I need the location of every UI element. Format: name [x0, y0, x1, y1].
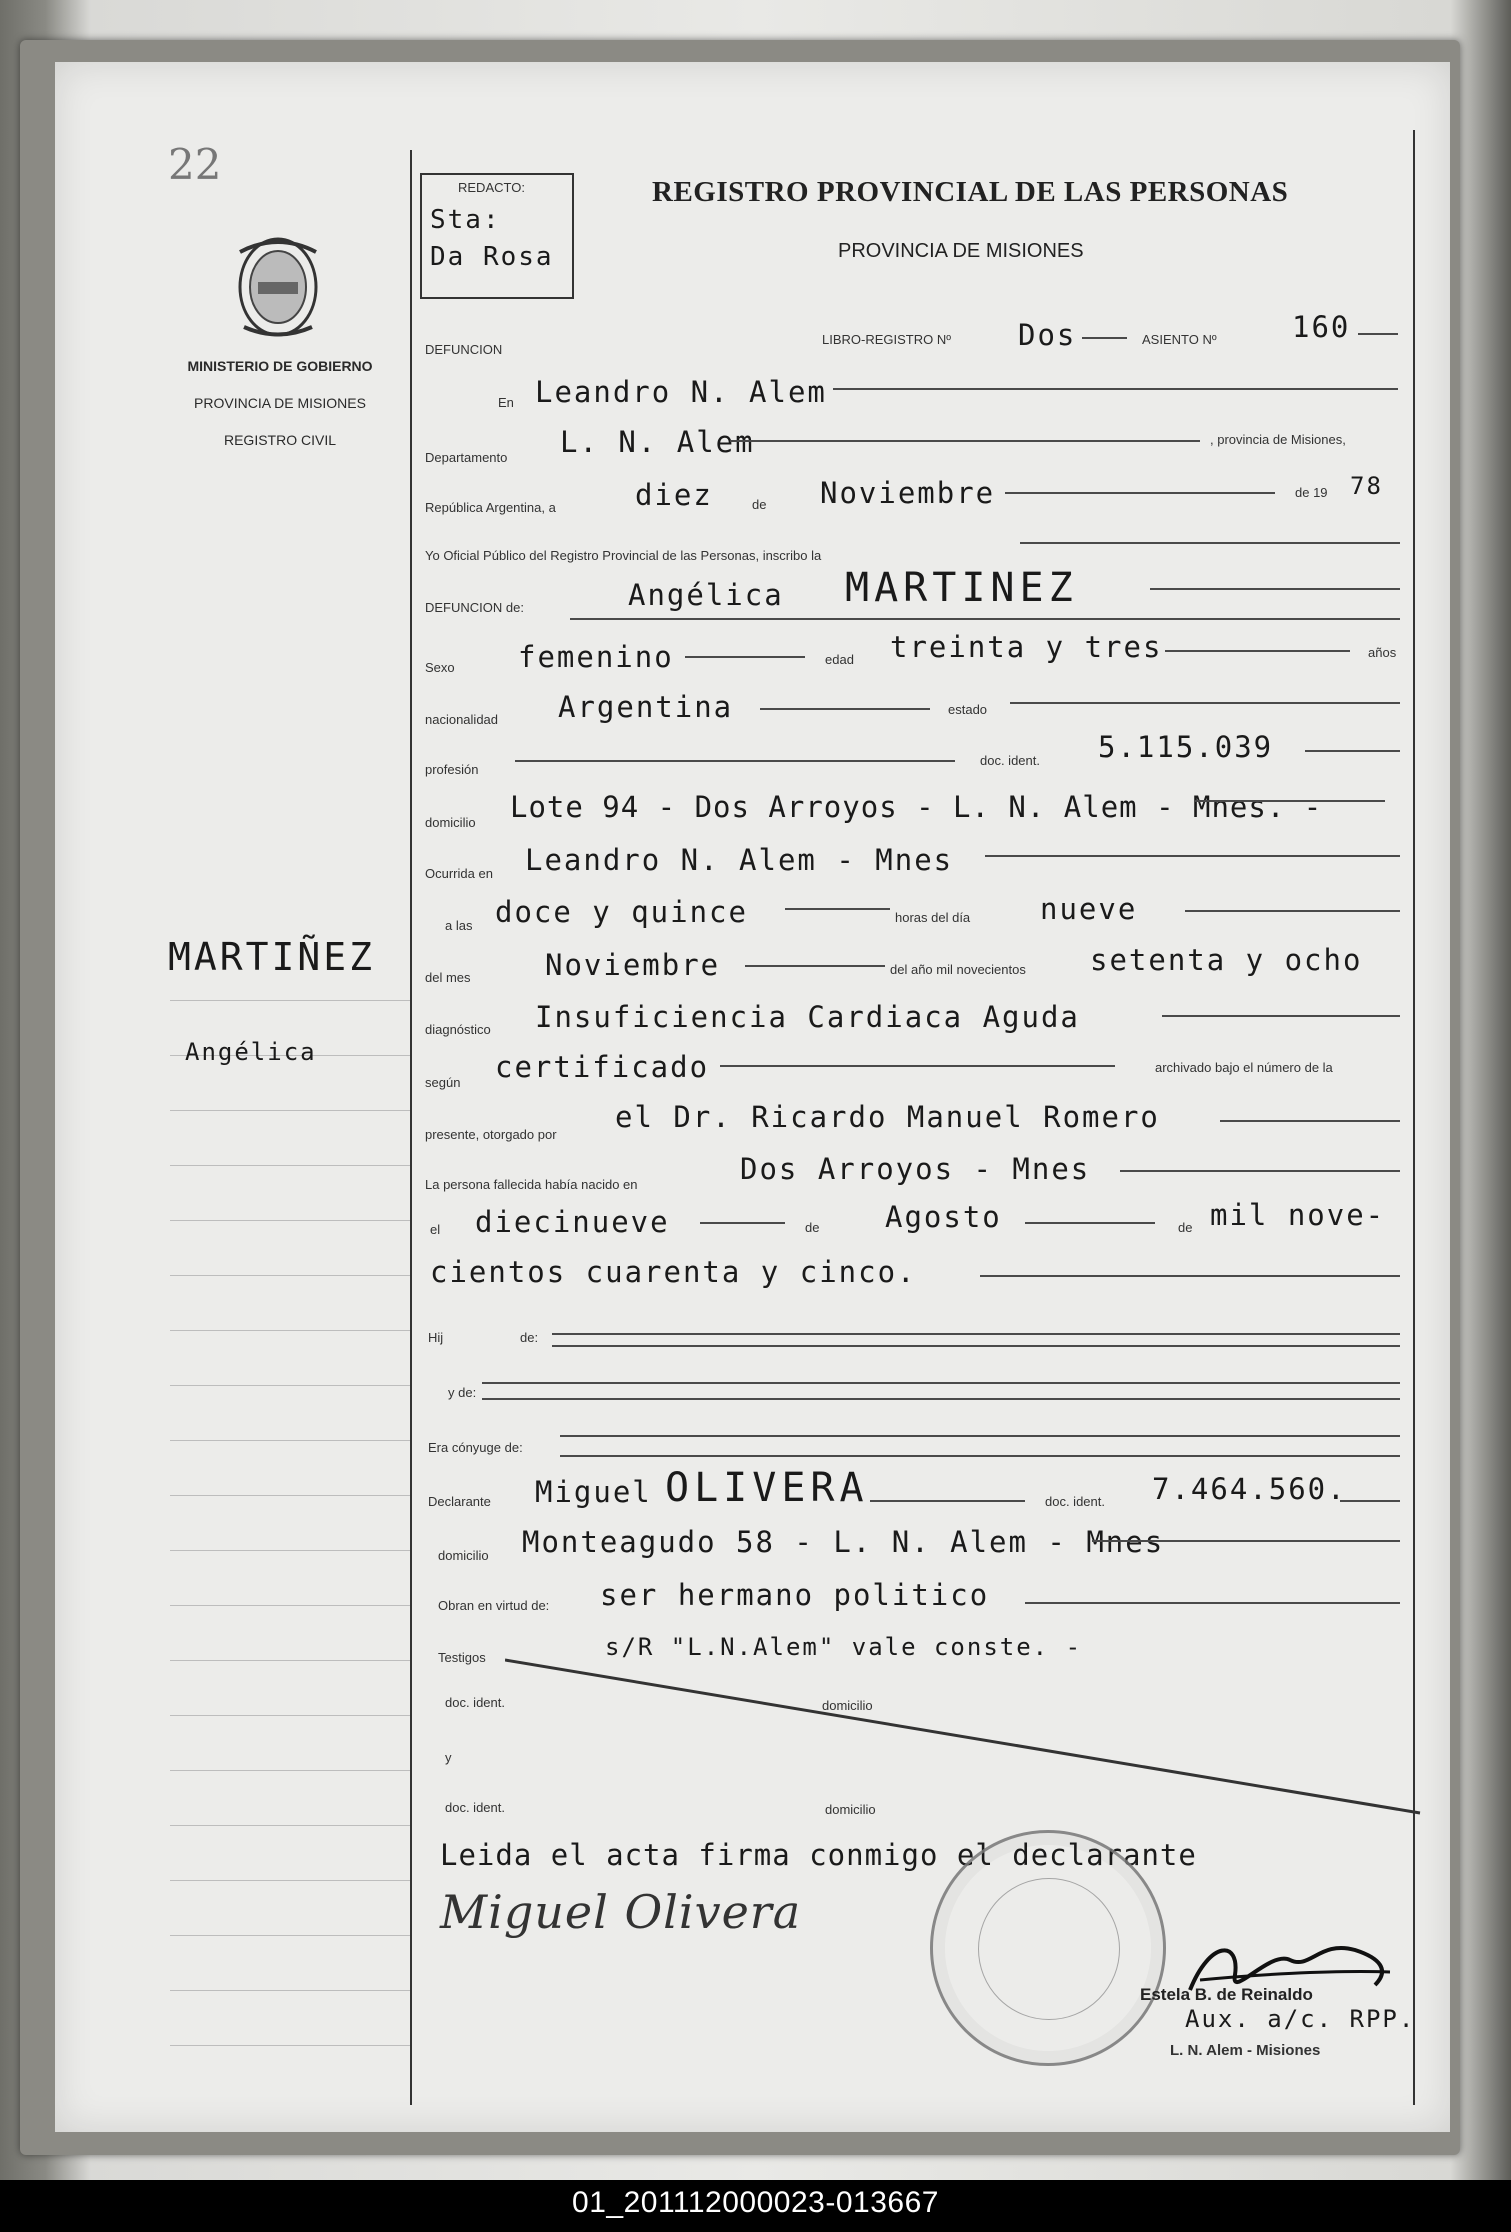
label-de-2: de	[805, 1220, 820, 1235]
label-testigo1-domicilio: domicilio	[822, 1698, 873, 1713]
label-provincia: , provincia de Misiones,	[1210, 432, 1346, 447]
label-anos: años	[1368, 645, 1397, 660]
label-republica: República Argentina, a	[425, 500, 556, 515]
label-el: el	[430, 1222, 441, 1237]
label-asiento: ASIENTO Nº	[1142, 332, 1217, 347]
form-left-border	[410, 150, 412, 2105]
label-y-de: y de:	[448, 1385, 477, 1400]
redacto-line2: Da Rosa	[430, 242, 554, 272]
value-edad: treinta y tres	[890, 630, 1163, 664]
value-libro: Dos	[1018, 318, 1077, 352]
label-defuncion: DEFUNCION	[425, 342, 503, 357]
cancel-stroke	[505, 1658, 1425, 1818]
value-nacionalidad: Argentina	[558, 690, 734, 724]
label-de-hij: de:	[520, 1330, 539, 1345]
label-obran: Obran en virtud de:	[438, 1598, 550, 1613]
official-name: Estela B. de Reinaldo	[1140, 1985, 1313, 2004]
label-defuncion-de: DEFUNCION de:	[425, 600, 524, 615]
label-departamento: Departamento	[425, 450, 508, 465]
value-testigos: s/R "L.N.Alem" vale conste. -	[605, 1633, 1083, 1661]
label-doc-ident: doc. ident.	[980, 753, 1040, 768]
label-y-testigo: y	[445, 1750, 452, 1765]
label-nacionalidad: nacionalidad	[425, 712, 499, 727]
official-seal	[930, 1830, 1166, 2066]
value-obran: ser hermano politico	[600, 1578, 990, 1612]
value-mes: Noviembre	[820, 476, 996, 510]
value-segun: certificado	[495, 1050, 710, 1084]
value-diagnostico: Insuficiencia Cardiaca Aguda	[535, 1000, 1080, 1034]
value-nac-mes: Agosto	[885, 1200, 1002, 1234]
label-edad: edad	[825, 652, 854, 667]
label-declarante: Declarante	[428, 1494, 491, 1509]
registry-title: REGISTRO PROVINCIAL DE LAS PERSONAS	[652, 176, 1289, 208]
label-ocurrida-en: Ocurrida en	[425, 866, 493, 881]
value-nombre: Angélica	[628, 578, 784, 612]
label-de-3: de	[1178, 1220, 1193, 1235]
label-libro: LIBRO-REGISTRO Nº	[822, 332, 951, 347]
label-en: En	[498, 395, 514, 410]
value-declarante-apellido: OLIVERA	[665, 1465, 869, 1511]
margin-apellido: MARTIÑEZ	[168, 935, 376, 979]
value-ano: 78	[1350, 472, 1383, 500]
value-doc: 5.115.039	[1098, 730, 1274, 764]
value-domicilio: Lote 94 - Dos Arroyos - L. N. Alem - Mnes. -	[510, 790, 1323, 824]
label-segun: según	[425, 1075, 461, 1090]
value-nacido-en: Dos Arroyos - Mnes	[740, 1152, 1091, 1186]
label-del-mes: del mes	[425, 970, 471, 985]
label-testigo1-doc: doc. ident.	[445, 1695, 505, 1710]
value-otorgado: el Dr. Ricardo Manuel Romero	[615, 1100, 1160, 1134]
label-a-las: a las	[445, 918, 473, 933]
label-declarante-doc: doc. ident.	[1045, 1494, 1105, 1509]
label-presente: presente, otorgado por	[425, 1127, 557, 1142]
label-hij: Hij	[428, 1330, 444, 1345]
value-nac-ano1: mil nove-	[1210, 1198, 1386, 1232]
value-declarante-nombre: Miguel	[535, 1475, 652, 1509]
label-de-19: de 19	[1295, 485, 1328, 500]
closing-text: Leida el acta firma conmigo el declarante	[440, 1838, 1197, 1872]
value-nac-dia: diecinueve	[475, 1205, 670, 1239]
registry-subtitle: PROVINCIA DE MISIONES	[838, 240, 1084, 262]
official-title: Aux. a/c. RPP.	[1185, 2005, 1416, 2033]
value-apellido: MARTINEZ	[845, 565, 1078, 611]
label-testigos: Testigos	[438, 1650, 486, 1665]
value-mes2: Noviembre	[545, 948, 721, 982]
ministry-province: PROVINCIA DE MISIONES	[194, 395, 366, 411]
coat-of-arms-icon	[230, 232, 326, 342]
value-en: Leandro N. Alem	[535, 375, 827, 409]
page-number: 22	[168, 140, 222, 189]
label-fallecida: La persona fallecida había nacido en	[425, 1177, 638, 1192]
official-location: L. N. Alem - Misiones	[1170, 2042, 1321, 2059]
value-ano2: setenta y ocho	[1090, 943, 1363, 977]
value-nac-ano2: cientos cuarenta y cinco.	[430, 1255, 917, 1289]
value-dia-num: nueve	[1040, 892, 1138, 926]
label-del-ano: del año mil novecientos	[890, 962, 1026, 977]
margin-nombre: Angélica	[185, 1038, 317, 1066]
label-yo-oficial: Yo Oficial Público del Registro Provincial de las Personas, inscribo la	[425, 548, 822, 563]
label-horas-dia: horas del día	[895, 910, 971, 925]
value-sexo: femenino	[518, 640, 674, 674]
ministry-civil-registry: REGISTRO CIVIL	[223, 432, 337, 448]
label-domicilio: domicilio	[425, 815, 476, 830]
redacto-label: REDACTO:	[458, 180, 525, 195]
value-asiento: 160	[1292, 310, 1351, 344]
label-estado: estado	[948, 702, 988, 717]
image-caption: 01_201112000023-013667	[572, 2186, 939, 2219]
label-sexo: Sexo	[425, 660, 455, 675]
label-profesion: profesión	[425, 762, 479, 777]
label-archivado: archivado bajo el número de la	[1155, 1060, 1333, 1075]
value-ocurrida-en: Leandro N. Alem - Mnes	[525, 843, 954, 877]
label-de-1: de	[752, 497, 767, 512]
declarant-signature: Miguel Olivera	[440, 1885, 802, 1939]
label-declarante-domicilio: domicilio	[438, 1548, 489, 1563]
value-dia: diez	[635, 478, 713, 512]
ministry-title: MINISTERIO DE GOBIERNO	[187, 358, 373, 374]
value-hora: doce y quince	[495, 895, 748, 929]
redacto-line1: Sta:	[430, 205, 501, 235]
value-declarante-domicilio: Monteagudo 58 - L. N. Alem - Mnes	[522, 1525, 1165, 1559]
label-conyuge: Era cónyuge de:	[428, 1440, 523, 1455]
label-diagnostico: diagnóstico	[425, 1022, 491, 1037]
label-testigo2-doc: doc. ident.	[445, 1800, 505, 1815]
value-declarante-doc: 7.464.560.	[1152, 1472, 1347, 1506]
label-testigo2-domicilio: domicilio	[825, 1802, 876, 1817]
value-departamento: L. N. Alem	[560, 425, 755, 459]
